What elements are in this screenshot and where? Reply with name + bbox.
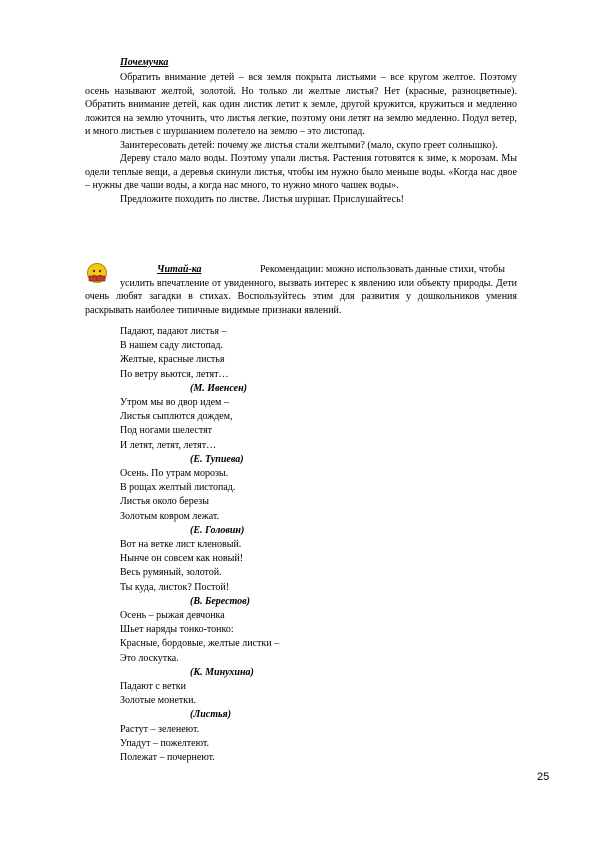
poem-line: По ветру вьются, летят… (120, 368, 229, 380)
poems-block (120, 325, 279, 765)
poem-line: Растут – зеленеют. (120, 723, 200, 735)
poem-line: Падают с ветки (120, 681, 187, 693)
poem (120, 538, 279, 609)
recommendation-text: усилить впечатление от увиденного, вызвать интерес к явлению или объекту природы. Дети очень любят загадки в стихах. Воспользуйтесь этим для развития у дошкольников умения раскрывать наиболее типичные видимые признаки явлений. (85, 277, 517, 316)
poem-line: И летят, летят, летят… (120, 439, 217, 451)
poem-line: В нашем саду листопад. (120, 340, 223, 352)
paragraph: Дереву стало мало воды. Поэтому упали листья. Растения готовятся к зиме, к морозам. Мы одели теплые вещи, а деревья скинули листья, чтобы им нужно было меньше воды. «Когда нас двое – нужны две чаши воды, а когда нас много, то нужно много чашек воды». (85, 153, 517, 191)
poem-line: Ты куда, листок? Постой! (120, 581, 230, 593)
poem (120, 396, 279, 467)
poem-line: Вот на ветке лист кленовый. (120, 539, 242, 551)
poem-line: Упадут – пожелтеют. (120, 737, 210, 749)
poem-author: (В. Берестов) (190, 595, 250, 607)
paragraph: Обратить внимание детей – вся земля покрыта листьями – все кругом желтое. Поэтому осень называют желтой, золотой. Но только ли желтые листья? Нет (красные, разноцветные). Обратить внимание детей, как один листик летит к земле, другой кружится, кружиться и медленно ложится на землю уточнить, что листья легкие, поэтому они летят на землю медленно. Подул ветер, и много листьев с шуршанием полетело на землю – это листопад. (85, 72, 517, 137)
poem (120, 680, 279, 723)
poem-author: (К. Минухина) (190, 666, 254, 678)
poem-line: Под ногами шелестят (120, 425, 213, 437)
poem-author: (Листья) (190, 709, 232, 721)
poem-line: В рощах желтый листопад. (120, 482, 236, 494)
poem (120, 325, 279, 396)
poem-line: Золотые монетки. (120, 695, 196, 707)
poem-line: Нынче он совсем как новый! (120, 553, 244, 565)
poem-line: Листья сыплются дождем, (120, 411, 233, 423)
poem-line: Это лоскутка. (120, 652, 179, 664)
poem-line: Весь румяный, золотой. (120, 567, 222, 579)
recommendation-lead: Рекомендации: можно использовать данные стихи, чтобы (260, 264, 505, 275)
poem-line: Золотым ковром лежат. (120, 510, 219, 522)
poem-line: Утром мы во двор идем – (120, 397, 229, 409)
poem (120, 467, 279, 538)
paragraph: Заинтересовать детей: почему же листья стали желтыми? (мало, скупо греет солнышко). (120, 139, 498, 151)
poem-line: Осень – рыжая девчонка (120, 610, 225, 622)
poem (120, 609, 279, 680)
poem (120, 723, 279, 766)
poem-author: (Е. Тупиева) (190, 453, 244, 465)
poem-line: Полежат – почернеют. (120, 752, 215, 764)
poem-line: Красные, бордовые, желтые листки – (120, 638, 280, 650)
page-number: 25 (537, 771, 550, 783)
section-body (85, 71, 517, 206)
poem-line: Листья около березы (120, 496, 209, 508)
poem-author: (Е. Головин) (190, 524, 245, 536)
poem-line: Желтые, красные листья (120, 354, 225, 366)
poem-line: Осень. По утрам морозы. (120, 468, 229, 480)
paragraph: Предложите походить по листве. Листья шуршат. Прислушайтесь! (120, 193, 405, 205)
poem-author: (М. Ивенсен) (190, 382, 247, 394)
section-heading: Читай-ка (157, 264, 202, 275)
section-heading: Почемучка (120, 57, 169, 68)
poem-line: Шьет наряды тонко-тонко: (120, 624, 234, 636)
poem-line: Падают, падают листья – (120, 326, 227, 337)
